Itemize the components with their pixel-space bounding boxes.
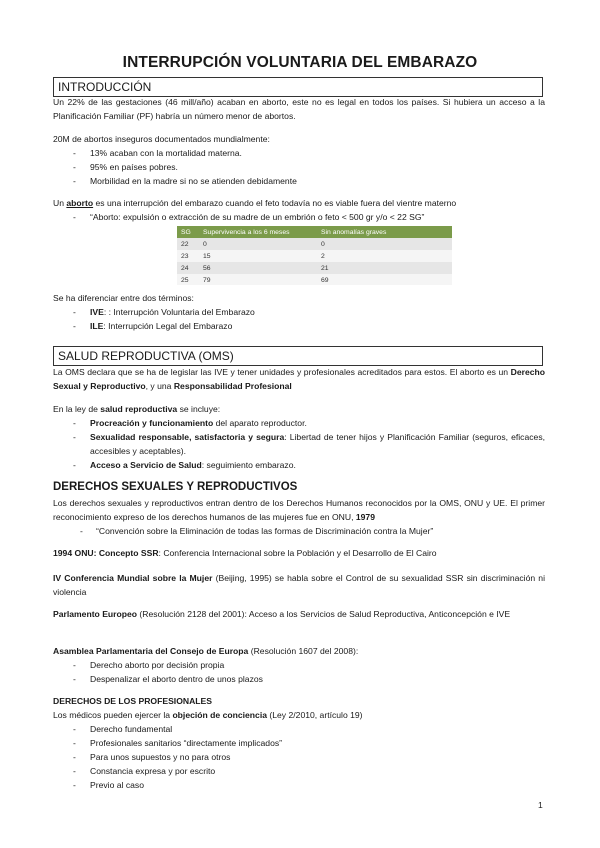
- intro-paragraph-1: Un 22% de las gestaciones (46 mill/año) acaban en aborto, este no es legal en todos los países. Si hubiera un acceso a la Planificación Familiar (PF) habría un número menor de abortos.: [53, 97, 545, 121]
- survival-table: [177, 226, 452, 285]
- intro-paragraph-2: 20M de abortos inseguros documentados mundialmente:: [53, 134, 270, 144]
- table-row: 23 15 2: [177, 250, 452, 262]
- section-heading-salud: SALUD REPRODUCTIVA (OMS): [53, 346, 543, 366]
- list-item: Derecho fundamental: [90, 724, 173, 734]
- list-item: 13% acaban con la mortalidad materna.: [90, 148, 242, 158]
- list-dash: -: [80, 526, 83, 536]
- survival-table-clip: [177, 226, 452, 285]
- salud-paragraph-2: En la ley de salud reproductiva se incluye:: [53, 404, 221, 414]
- list-dash: -: [73, 674, 76, 684]
- section-heading-profesionales: DERECHOS DE LOS PROFESIONALES: [53, 696, 213, 706]
- derechos-paragraph-5: Asamblea Parlamentaria del Consejo de Europa (Resolución 1607 del 2008):: [53, 646, 359, 656]
- table-header: Sin anomalías graves: [317, 226, 452, 238]
- salud-paragraph-1: La OMS declara que se ha de legislar las IVE y tener unidades y profesionales acreditados para estos. El aborto es un Derecho Sexual y Reproductivo, y una Responsabilidad Profesional: [53, 367, 545, 391]
- document-title: INTERRUPCIÓN VOLUNTARIA DEL EMBARAZO: [122, 54, 478, 71]
- cedaw-quote: “Convención sobre la Eliminación de todas las formas de Discriminación contra la Mujer”: [96, 526, 434, 536]
- term-ile: ILE: Interrupción Legal del Embarazo: [90, 321, 233, 331]
- list-dash: -: [73, 738, 76, 748]
- aborto-term: aborto: [66, 198, 94, 208]
- list-dash: -: [73, 148, 76, 158]
- list-dash: -: [73, 766, 76, 776]
- list-item: Para unos supuestos y no para otros: [90, 752, 231, 762]
- table-header: SG: [177, 226, 199, 238]
- page-number: 1: [538, 800, 543, 810]
- list-item: Morbilidad en la madre si no se atienden debidamente: [90, 176, 297, 186]
- salud-item-1: Procreación y funcionamiento del aparato reproductor.: [90, 418, 307, 428]
- list-dash: -: [73, 212, 76, 222]
- table-row: 25 79 69: [177, 274, 452, 285]
- list-item: Profesionales sanitarios “directamente implicados”: [90, 738, 283, 748]
- section-heading-intro: INTRODUCCIÓN: [53, 77, 543, 97]
- table-row: 24 56 21: [177, 262, 452, 274]
- section-heading-derechos: DERECHOS SEXUALES Y REPRODUCTIVOS: [53, 481, 298, 493]
- list-item: Despenalizar el aborto dentro de unos plazos: [90, 674, 263, 684]
- list-item: Constancia expresa y por escrito: [90, 766, 216, 776]
- list-dash: -: [73, 162, 76, 172]
- derechos-paragraph-2: 1994 ONU: Concepto SSR: Conferencia Internacional sobre la Población y el Desarrollo de El Cairo: [53, 548, 437, 558]
- intro-paragraph-4: Se ha diferenciar entre dos términos:: [53, 293, 194, 303]
- list-dash: -: [73, 307, 76, 317]
- list-dash: -: [73, 418, 76, 428]
- table-header: Supervivencia a los 6 meses: [199, 226, 317, 238]
- list-item: Previo al caso: [90, 780, 144, 790]
- list-dash: -: [73, 724, 76, 734]
- term-ive: IVE: : Interrupción Voluntaria del Embarazo: [90, 307, 255, 317]
- list-dash: -: [73, 660, 76, 670]
- list-dash: -: [73, 321, 76, 331]
- list-dash: -: [73, 780, 76, 790]
- list-item: 95% en países pobres.: [90, 162, 178, 172]
- list-dash: -: [73, 752, 76, 762]
- derechos-paragraph-1: Los derechos sexuales y reproductivos entran dentro de los Derechos Humanos reconocidos por la OMS, ONU y UE. El primer reconocimiento expreso de los derechos humanos de las mujeres fue en ONU, 1979: [53, 498, 545, 522]
- salud-item-3: Acceso a Servicio de Salud: seguimiento embarazo.: [90, 460, 296, 470]
- list-dash: -: [73, 176, 76, 186]
- list-dash: -: [73, 432, 76, 442]
- derechos-paragraph-4: Parlamento Europeo (Resolución 2128 del 2001): Acceso a los Servicios de Salud Reproductiva, Anticoncepción e IVE: [53, 609, 511, 619]
- derechos-paragraph-3: IV Conferencia Mundial sobre la Mujer (Beijing, 1995) se habla sobre el Control de su sexualidad SSR sin discriminación ni violencia: [53, 573, 545, 597]
- profesionales-paragraph-1: Los médicos pueden ejercer la objeción de conciencia (Ley 2/2010, artículo 19): [53, 710, 363, 720]
- table-row: 22 0 0: [177, 238, 452, 250]
- aborto-definition-quote: “Aborto: expulsión o extracción de su madre de un embrión o feto < 500 gr y/o < 22 SG”: [90, 212, 425, 222]
- intro-paragraph-3: Un aborto es una interrupción del embarazo cuando el feto todavía no es viable fuera del vientre materno: [53, 198, 457, 208]
- list-item: Derecho aborto por decisión propia: [90, 660, 225, 670]
- list-dash: -: [73, 460, 76, 470]
- salud-item-2: Sexualidad responsable, satisfactoria y segura: Libertad de tener hijos y Planificación Familiar (seguros, eficaces, accesibles y aceptables).: [90, 432, 545, 456]
